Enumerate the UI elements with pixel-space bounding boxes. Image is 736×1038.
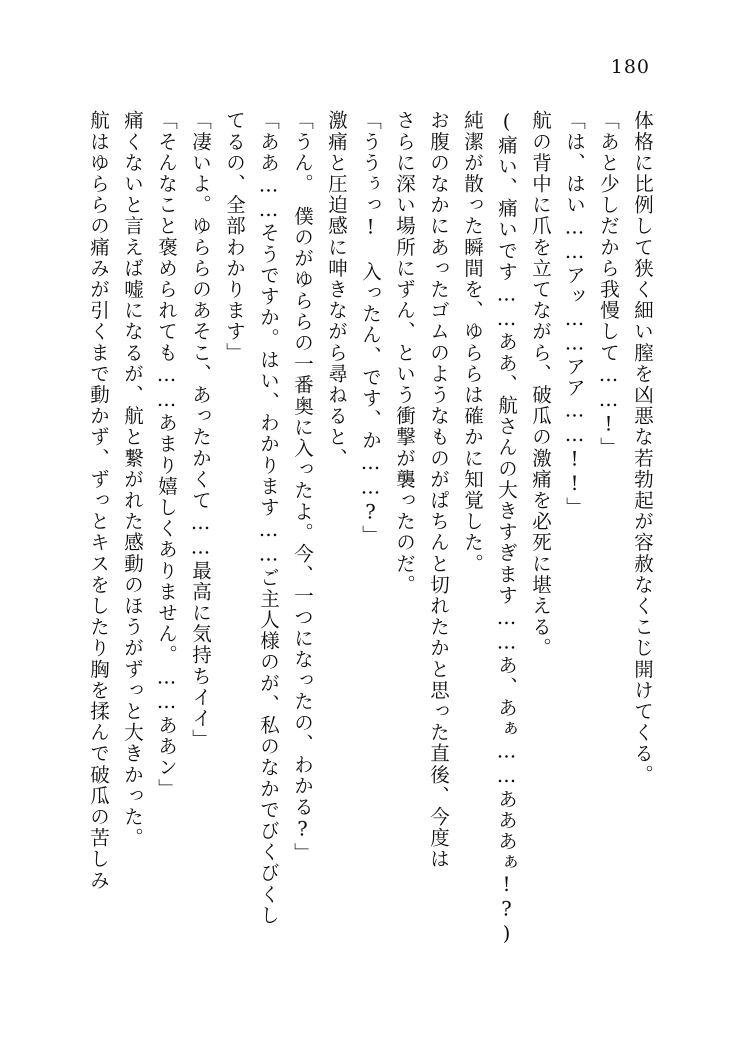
text-line: 「凄いよ。ゆららのあそこ、あったかくて……最高に気持ちイイ」	[189, 110, 212, 750]
text-line: 航の背中に爪を立てながら、破瓜の激痛を必死に堪える。	[529, 110, 552, 659]
text-line: 体格に比例して狭く細い膣を凶悪な若勃起が容赦なくこじ開けてくる。	[631, 110, 654, 786]
text-line: 「ああ……そうですか。はい、わかります……ご主人様のが、私のなかでびくびくし	[257, 110, 280, 926]
vertical-text-body	[84, 110, 652, 960]
text-line: 「ううぅっ! 入ったん、です、か……?」	[359, 110, 382, 546]
text-line: 純潔が散った瞬間を、ゆららは確かに知覚した。	[461, 110, 484, 575]
text-line: さらに深い場所にずん、という衝撃が襲ったのだ。	[393, 110, 416, 596]
text-line: 激痛と圧迫感に呻きながら尋ねると、	[325, 110, 348, 469]
page-number: 180	[610, 56, 650, 78]
text-line: 航はゆららの痛みが引くまで動かず、ずっとキスをしたり胸を揉んで破瓜の苦しみ	[87, 110, 110, 891]
text-line: 痛くないと言えば嘘になるが、航と繋がれた感動のほうがずっと大きかった。	[121, 110, 144, 849]
text-line: (痛い、痛いです……ああ、航さんの大きすぎます……あ、あぁ……あああぁ!?)	[495, 110, 518, 947]
text-line: 「そんなこと褒められても……あまり嬉しくありません。……ああン」	[155, 110, 178, 800]
text-line: 「あと少しだから我慢して……!」	[597, 110, 620, 459]
text-line: 「うん。 僕のがゆららの一番奥に入ったよ。今、一つになったの、わかる?」	[291, 110, 314, 864]
text-line: お腹のなかにあったゴムのようなものがぱちんと切れたかと思った直後、今度は	[427, 110, 450, 870]
text-line: 「は、はい……アッ……アア……!!」	[563, 110, 586, 518]
text-line: てるの、全部わかります」	[223, 110, 246, 364]
